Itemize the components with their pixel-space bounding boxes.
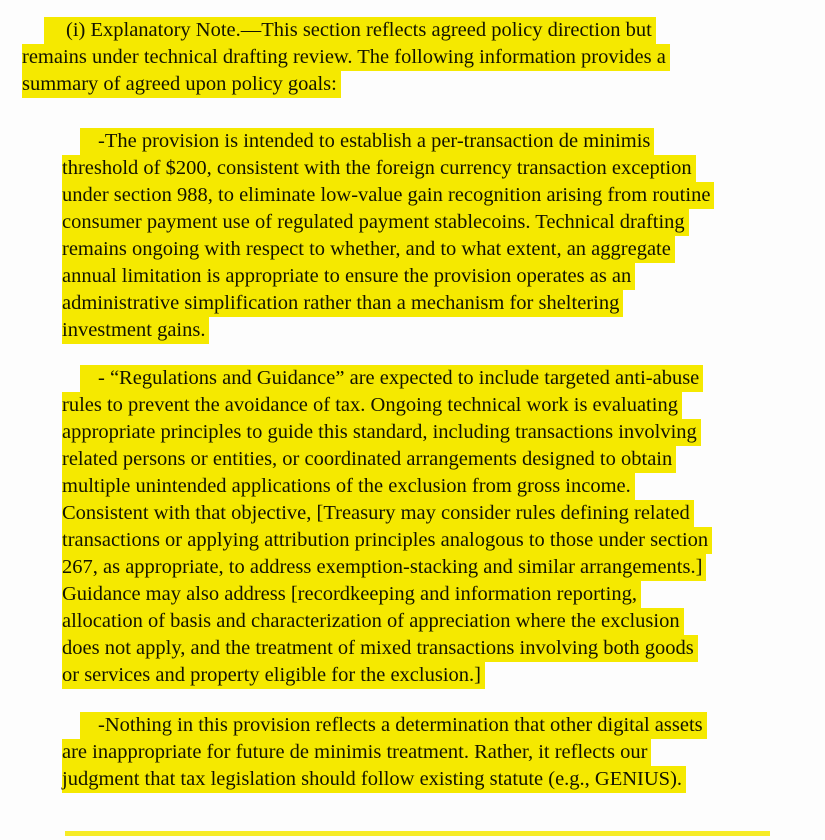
highlighted-text: investment gains. [62,317,209,344]
highlighted-text: rules to prevent the avoidance of tax. Ongoing technical work is evaluating [62,392,682,419]
text-line [62,392,812,419]
text-line [62,209,812,236]
stray-highlight-mark [65,831,770,836]
text-line [22,71,812,98]
highlighted-text: judgment that tax legislation should follow existing statute (e.g., GENIUS). [62,766,686,793]
highlighted-text: (i) Explanatory Note.—This section reflects agreed policy direction but [44,17,656,44]
text-line [62,527,812,554]
highlighted-text: under section 988, to eliminate low-value gain recognition arising from routine [62,182,714,209]
highlighted-text: - “Regulations and Guidance” are expected to include targeted anti-abuse [80,365,703,392]
text-line [62,766,812,793]
highlighted-text: summary of agreed upon policy goals: [22,71,341,98]
highlighted-text: remains under technical drafting review. The following information provides a [22,44,670,71]
highlighted-text: administrative simplification rather than a mechanism for sheltering [62,290,623,317]
highlighted-text: are inappropriate for future de minimis treatment. Rather, it reflects our [62,739,651,766]
highlighted-text: 267, as appropriate, to address exemption-stacking and similar arrangements.] [62,554,706,581]
highlighted-text: or services and property eligible for the exclusion.] [62,662,485,689]
text-line [62,712,812,739]
highlighted-text: multiple unintended applications of the exclusion from gross income. [62,473,635,500]
text-line [22,17,812,44]
highlighted-text: transactions or applying attribution principles analogous to those under section [62,527,712,554]
highlighted-text: -Nothing in this provision reflects a determination that other digital assets [80,712,707,739]
highlighted-text: consumer payment use of regulated payment stablecoins. Technical drafting [62,209,689,236]
text-line [62,182,812,209]
highlighted-text: allocation of basis and characterization of appreciation where the exclusion [62,608,684,635]
paragraph [62,365,812,689]
text-line [62,236,812,263]
text-line [62,581,812,608]
document-text [22,17,812,793]
highlighted-text: Consistent with that objective, [Treasury may consider rules defining related [62,500,694,527]
paragraph [62,712,812,793]
text-line [62,662,812,689]
text-line [62,317,812,344]
highlighted-text: annual limitation is appropriate to ensure the provision operates as an [62,263,635,290]
highlighted-text: does not apply, and the treatment of mixed transactions involving both goods [62,635,698,662]
text-line [62,446,812,473]
text-line [62,473,812,500]
text-line [62,739,812,766]
highlighted-text: Guidance may also address [recordkeeping and information reporting, [62,581,641,608]
text-line [62,290,812,317]
paragraph [62,128,812,344]
text-line [62,155,812,182]
text-line [62,635,812,662]
text-line [62,365,812,392]
text-line [62,554,812,581]
highlighted-text: -The provision is intended to establish a per-transaction de minimis [80,128,654,155]
paragraph [22,17,812,98]
highlighted-text: remains ongoing with respect to whether, and to what extent, an aggregate [62,236,675,263]
text-line [62,500,812,527]
text-line [22,44,812,71]
text-line [62,419,812,446]
text-line [62,263,812,290]
text-line [62,608,812,635]
highlighted-text: related persons or entities, or coordinated arrangements designed to obtain [62,446,676,473]
highlighted-text: appropriate principles to guide this standard, including transactions involving [62,419,701,446]
highlighted-text: threshold of $200, consistent with the foreign currency transaction exception [62,155,696,182]
text-line [62,128,812,155]
